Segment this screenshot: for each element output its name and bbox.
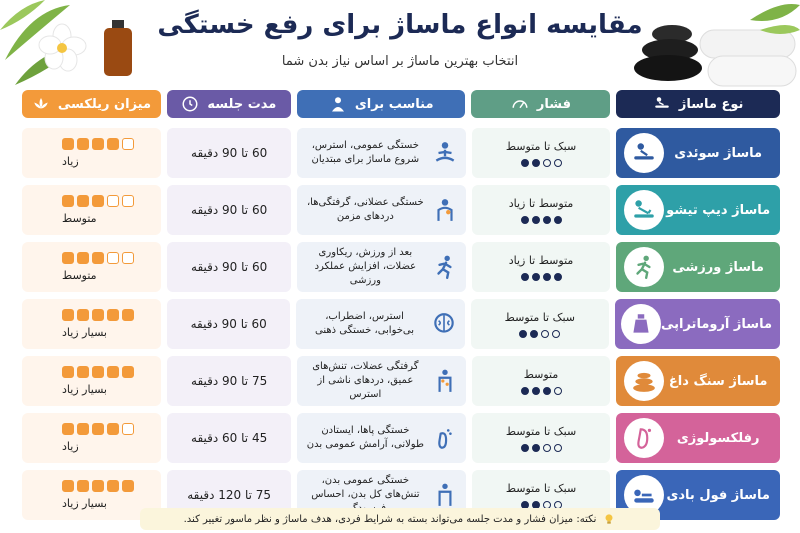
footnote-text: نکته: میزان فشار و مدت جلسه می‌تواند بسته به شرایط فردی، هدف ماساژ و نظر ماسور تغییر کند. (183, 513, 597, 525)
relax-square (92, 309, 104, 321)
massage-icon (653, 95, 671, 113)
relax-rating (62, 480, 134, 492)
relax-cell (22, 356, 161, 406)
duration-text: 75 تا 90 دقیقه (191, 374, 268, 388)
relax-square (122, 366, 134, 378)
relax-square (92, 195, 104, 207)
pressure-dot (554, 387, 562, 395)
massage-type-badge (621, 304, 661, 344)
pressure-rating (521, 444, 562, 452)
relax-square (62, 138, 74, 150)
pressure-cell (472, 356, 611, 406)
pressure-cell (472, 185, 611, 235)
pressure-dot (543, 216, 551, 224)
page-title: مقایسه انواع ماساژ برای رفع خستگی (157, 10, 643, 40)
massage-type-cell (616, 242, 780, 292)
footnote (140, 508, 660, 530)
duration-text: 60 تا 90 دقیقه (191, 203, 268, 217)
relax-square (122, 195, 134, 207)
pressure-dot (532, 444, 540, 452)
pressure-rating (519, 330, 560, 338)
header-pressure (471, 90, 610, 118)
duration-cell (167, 299, 291, 349)
relax-square (107, 309, 119, 321)
relax-square (92, 138, 104, 150)
relax-square (92, 366, 104, 378)
relax-square (92, 423, 104, 435)
suitable-cell (297, 242, 466, 292)
pressure-rating (521, 273, 562, 281)
massage-type-badge (624, 247, 664, 287)
header-relax-label: میزان ریلکسی (57, 96, 152, 112)
suitable-text: خستگی عمومی، استرس، شروع ماساژ برای مبتدیان (311, 140, 420, 165)
suitable-text: خستگی عمومی بدن، تنش‌های کل بدن، احساس (311, 475, 420, 500)
duration-cell (167, 242, 291, 292)
pressure-dot (521, 216, 529, 224)
massage-type-cell (616, 185, 780, 235)
massage-type-cell (616, 356, 780, 406)
deep-massage-icon (631, 197, 657, 223)
relax-square (77, 138, 89, 150)
relax-square (122, 423, 134, 435)
pressure-dot (521, 159, 529, 167)
relax-square (107, 138, 119, 150)
relax-square (77, 195, 89, 207)
pressure-cell (472, 242, 611, 292)
table-row (22, 242, 780, 292)
pressure-dot (543, 444, 551, 452)
massage-type-badge (624, 361, 664, 401)
pressure-dot (521, 387, 529, 395)
runner-icon (432, 254, 458, 280)
duration-text: 60 تا 90 دقیقه (191, 260, 268, 274)
body-icon (432, 482, 458, 508)
relax-label: بسیار زیاد (62, 497, 107, 510)
pressure-label: متوسط تا زیاد (508, 253, 574, 267)
header-type (616, 90, 780, 118)
pressure-dot (521, 444, 529, 452)
full-body-icon (631, 482, 657, 508)
meditation-icon (432, 140, 458, 166)
person-icon (329, 95, 347, 113)
body-pain-icon (432, 368, 458, 394)
relax-square (62, 195, 74, 207)
pressure-label: متوسط تا زیاد (508, 196, 574, 210)
relax-rating (62, 138, 134, 150)
relax-label: زیاد (62, 155, 79, 168)
duration-text: 60 تا 90 دقیقه (190, 317, 267, 331)
massage-type-name: ماساژ دیپ تیشو (666, 202, 771, 218)
pressure-label: سبک تا متوسط (504, 310, 575, 324)
header-pressure-label: فشار (536, 96, 571, 112)
table-header (22, 90, 780, 118)
relax-square (107, 366, 119, 378)
suitable-text: خستگی عضلانی، گرفتگی‌ها، دردهای مزمن (306, 197, 424, 222)
relax-label: متوسط (62, 212, 97, 225)
relax-rating (62, 252, 134, 264)
suitable-cell (296, 299, 464, 349)
relax-cell (22, 242, 161, 292)
pressure-dot (541, 330, 549, 338)
duration-cell (167, 185, 291, 235)
pressure-dot (543, 159, 551, 167)
massage-type-name: ماساژ آروماتراپی (660, 316, 772, 332)
header-type-label: نوع ماساژ (678, 96, 744, 112)
relax-square (62, 252, 74, 264)
pressure-dot (532, 273, 540, 281)
pressure-dot (521, 273, 529, 281)
table-body (22, 128, 780, 520)
relax-square (77, 480, 89, 492)
clock-icon (181, 95, 199, 113)
massage-type-cell (616, 128, 780, 178)
pressure-dot (554, 216, 562, 224)
pressure-label: سبک تا متوسط (505, 481, 577, 495)
relax-square (122, 252, 134, 264)
aroma-oil-icon (628, 311, 654, 337)
table-row (22, 413, 780, 463)
table-row (22, 356, 780, 406)
suitable-text: خستگی پاها، ایستادن طولانی، آرامش عمومی بدن (306, 425, 424, 450)
pressure-rating (521, 216, 562, 224)
relax-square (107, 195, 119, 207)
relax-square (77, 366, 89, 378)
massage-type-badge (624, 418, 664, 458)
relax-label: بسیار زیاد (62, 383, 107, 396)
table-row (22, 299, 780, 349)
massage-type-badge (624, 133, 664, 173)
header-duration (167, 90, 291, 118)
muscle-pain-icon (432, 197, 458, 223)
massage-icon (631, 140, 657, 166)
lotus-icon (32, 95, 50, 113)
relax-square (122, 480, 134, 492)
pressure-cell (471, 299, 609, 349)
relax-square (62, 423, 74, 435)
relax-rating (62, 366, 134, 378)
relax-square (107, 480, 119, 492)
relax-square (92, 252, 104, 264)
pressure-label: سبک تا متوسط (505, 139, 577, 153)
pressure-label: سبک تا متوسط (505, 424, 577, 438)
relax-cell (22, 413, 161, 463)
suitable-text: استرس، اضطراب، بی‌خوابی، خستگی ذهنی (315, 311, 415, 336)
table-row (22, 128, 780, 178)
page-subtitle: انتخاب بهترین ماساژ بر اساس نیاز بدن شما (281, 54, 519, 69)
relax-square (77, 309, 89, 321)
massage-type-cell (616, 413, 780, 463)
pressure-dot (543, 387, 551, 395)
duration-text: 75 تا 120 دقیقه (187, 488, 272, 502)
header-duration-label: مدت جلسه (207, 96, 277, 112)
foot-icon (631, 425, 657, 451)
relax-cell (22, 185, 161, 235)
suitable-text: گرفتگی عضلات، تنش‌های عمیق، دردهای ناشی از استرس (312, 361, 419, 400)
pressure-cell (472, 413, 611, 463)
relax-square (77, 423, 89, 435)
massage-type-name: ماساژ ورزشی (672, 259, 764, 275)
massage-type-name: رفلکسولوژی (676, 430, 760, 446)
relax-label: زیاد (62, 440, 79, 453)
runner-icon (631, 254, 657, 280)
pressure-dot (530, 330, 538, 338)
pressure-dot (532, 159, 540, 167)
relax-rating (62, 309, 134, 321)
suitable-cell (297, 185, 466, 235)
duration-cell (167, 413, 291, 463)
relax-cell (22, 299, 161, 349)
pressure-dot (532, 216, 540, 224)
pressure-label: متوسط (523, 367, 559, 381)
footprint-icon (432, 425, 458, 451)
pressure-cell (472, 128, 611, 178)
suitable-cell (297, 413, 466, 463)
massage-type-cell (615, 299, 780, 349)
pressure-dot (554, 444, 562, 452)
massage-type-name: ماساژ سوئدی (674, 145, 763, 161)
relax-square (77, 252, 89, 264)
brain-icon (431, 311, 457, 337)
table-row (22, 185, 780, 235)
comparison-table (22, 90, 780, 527)
suitable-cell (297, 356, 466, 406)
pressure-dot (519, 330, 527, 338)
relax-square (107, 423, 119, 435)
header-relax (22, 90, 161, 118)
relax-rating (62, 195, 134, 207)
pressure-dot (552, 330, 560, 338)
relax-square (62, 480, 74, 492)
pressure-rating (521, 387, 562, 395)
relax-square (122, 309, 134, 321)
relax-square (62, 366, 74, 378)
relax-label: بسیار زیاد (62, 326, 107, 339)
duration-cell (167, 356, 291, 406)
pressure-dot (543, 273, 551, 281)
duration-text: 60 تا 90 دقیقه (191, 146, 268, 160)
massage-type-badge (624, 190, 664, 230)
duration-cell (167, 128, 291, 178)
pressure-dot (532, 387, 540, 395)
relax-square (92, 480, 104, 492)
suitable-text: بعد از ورزش، ریکاوری عضلات، افزایش عملکرد ورزشی (314, 247, 417, 286)
relax-label: متوسط (62, 269, 97, 282)
relax-cell (22, 128, 161, 178)
lightbulb-icon (602, 512, 616, 526)
gauge-icon (511, 95, 529, 113)
hot-stones-icon (631, 368, 657, 394)
suitable-cell (297, 128, 466, 178)
pressure-dot (554, 273, 562, 281)
relax-square (62, 309, 74, 321)
massage-type-name: ماساژ فول بادی (666, 487, 770, 503)
relax-square (107, 252, 119, 264)
header-suitable (297, 90, 466, 118)
leaves-flower-oil-decoration (0, 0, 150, 90)
header-suitable-label: مناسب برای (354, 96, 434, 112)
pressure-rating (521, 159, 562, 167)
relax-square (122, 138, 134, 150)
duration-text: 45 تا 60 دقیقه (191, 431, 268, 445)
relax-rating (62, 423, 134, 435)
pressure-dot (554, 159, 562, 167)
massage-type-name: ماساژ سنگ داغ (668, 373, 768, 389)
stones-towel-decoration (630, 0, 800, 90)
